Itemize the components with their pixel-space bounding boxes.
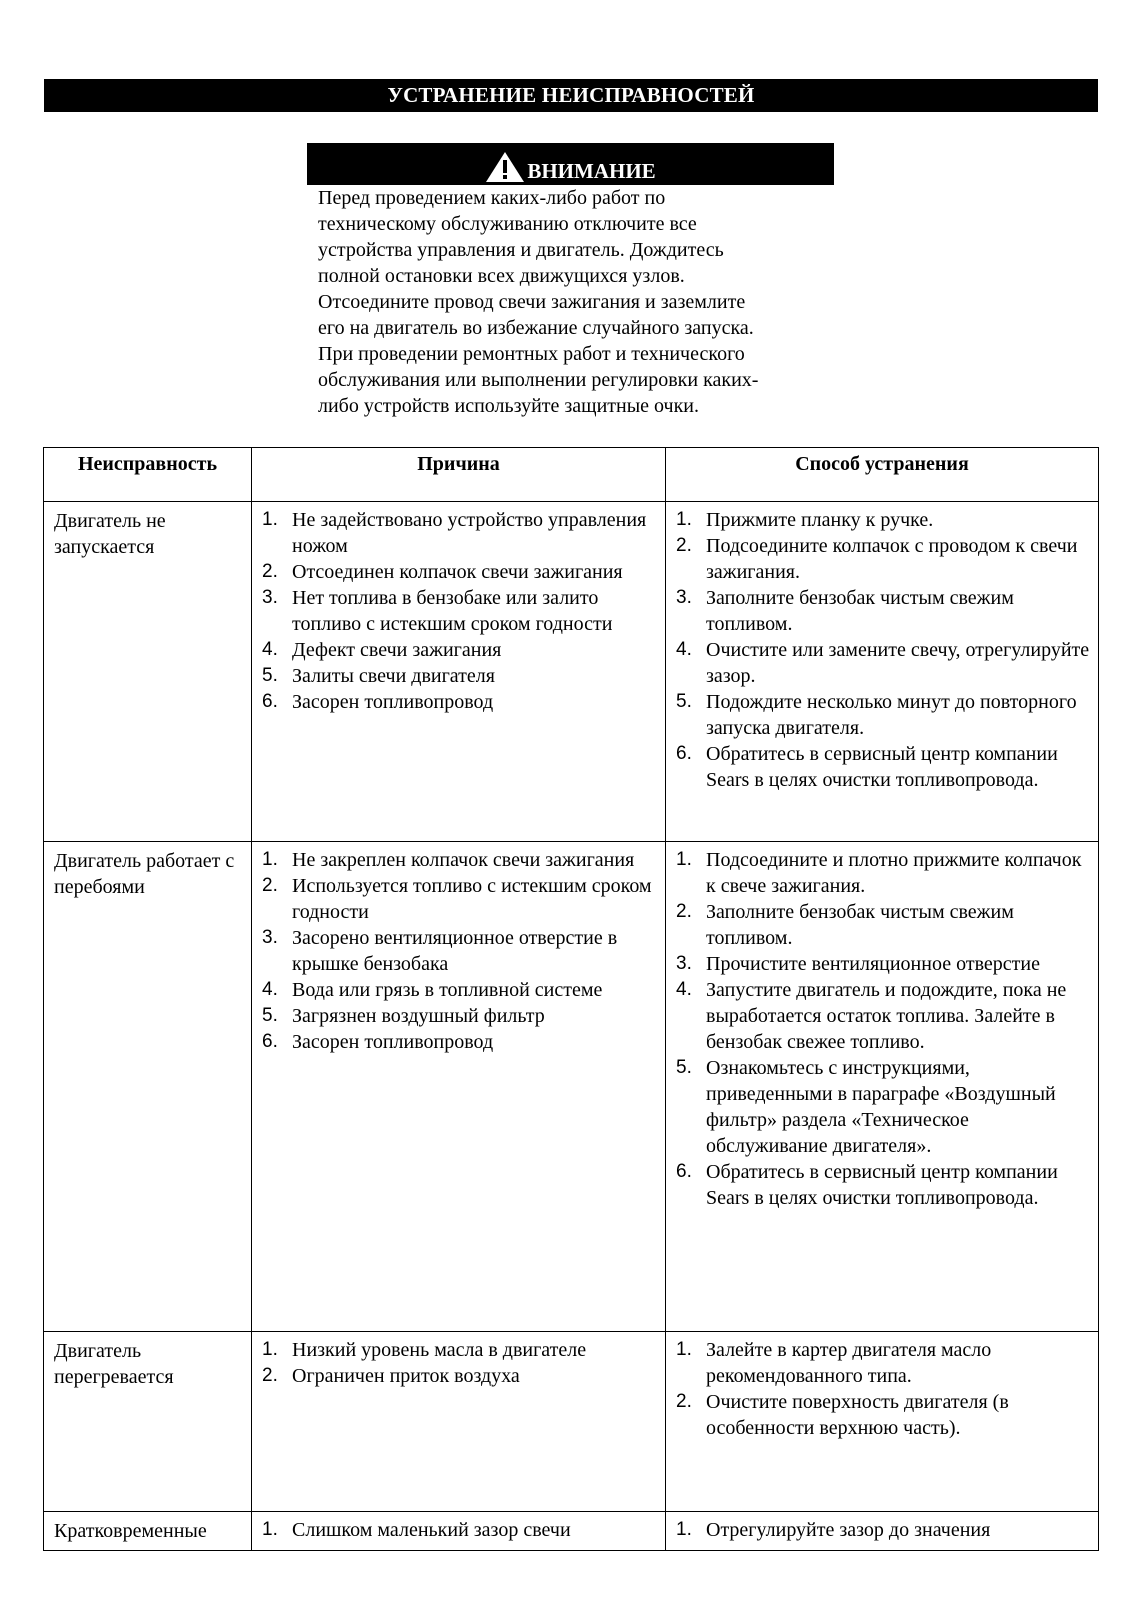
list-number: 3. [676,953,692,974]
cause-item [252,559,665,585]
cause-item [252,1517,665,1543]
warning-line: техническому обслуживанию отключите все [318,213,697,235]
cause-item [252,1337,665,1363]
remedy-text: Заполните бензобак чистым свежим топливом. [706,587,1014,635]
remedy-text: Прижмите планку к ручке. [706,509,934,531]
cause-text: Низкий уровень масла в двигателе [292,1339,587,1361]
cause-text: Не задействовано устройство управления ножом [292,509,647,557]
remedy-item [666,1517,1098,1543]
remedy-item [666,1055,1098,1159]
cause-list [252,1517,665,1543]
cause-item [252,1029,665,1055]
remedy-text: Ознакомьтесь с инструкциями, приведенными в параграфе «Воздушный фильтр» раздела «Техническое обслуживание двигателя». [706,1057,1056,1157]
remedy-text: Прочистите вентиляционное отверстие [706,953,1040,975]
table-header-row [44,448,1099,502]
list-number: 5. [676,1057,692,1078]
cause-list [252,1337,665,1389]
list-number: 3. [262,587,278,608]
remedy-item [666,1159,1098,1211]
list-number: 2. [676,901,692,922]
warning-line: полной остановки всех движущихся узлов. [318,265,685,287]
cause-text: Отсоединен колпачок свечи зажигания [292,561,623,583]
list-number: 1. [676,509,692,530]
cause-text: Используется топливо с истекшим сроком годности [292,875,652,923]
remedy-list [666,507,1098,793]
remedy-item [666,977,1098,1055]
list-number: 1. [676,849,692,870]
cause-item [252,637,665,663]
table-row [44,502,1099,842]
warning-line: обслуживания или выполнении регулировки каких- [318,369,759,391]
remedy-cell [666,842,1099,1332]
remedy-text: Очистите поверхность двигателя (в особенности верхнюю часть). [706,1391,1009,1439]
remedy-cell [666,1332,1099,1512]
header-fault: Неисправность [44,448,252,502]
list-number: 6. [676,1161,692,1182]
remedy-item [666,689,1098,741]
remedy-item [666,585,1098,637]
cause-item [252,847,665,873]
troubleshooting-table [43,447,1099,1551]
remedy-item [666,1389,1098,1441]
list-number: 6. [262,1031,278,1052]
remedy-text: Подождите несколько минут до повторного запуска двигателя. [706,691,1077,739]
header-remedy: Способ устранения [666,448,1099,502]
table-row [44,1512,1099,1551]
remedy-text: Очистите или замените свечу, отрегулируйте зазор. [706,639,1090,687]
remedy-text: Подсоедините и плотно прижмите колпачок к свече зажигания. [706,849,1082,897]
cause-item [252,689,665,715]
remedy-cell [666,1512,1099,1551]
remedy-text: Обратитесь в сервисный центр компании Sears в целях очистки топливопровода. [706,1161,1058,1209]
remedy-item [666,1337,1098,1389]
remedy-item [666,741,1098,793]
remedy-text: Запустите двигатель и подождите, пока не выработается остаток топлива. Залейте в бензобак свежее топливо. [706,979,1067,1053]
list-number: 4. [262,639,278,660]
cause-text: Засорен топливопровод [292,691,494,713]
remedy-item [666,507,1098,533]
list-number: 5. [676,691,692,712]
cause-text: Залиты свечи двигателя [292,665,495,687]
remedy-text: Обратитесь в сервисный центр компании Sears в целях очистки топливопровода. [706,743,1058,791]
table-row [44,1332,1099,1512]
list-number: 6. [676,743,692,764]
remedy-item [666,899,1098,951]
cause-item [252,1003,665,1029]
warning-line: Отсоедините провод свечи зажигания и заземлите [318,291,746,313]
cause-text: Ограничен приток воздуха [292,1365,520,1387]
cause-text: Дефект свечи зажигания [292,639,502,661]
list-number: 2. [262,561,278,582]
list-number: 1. [262,849,278,870]
cause-item [252,873,665,925]
cause-cell [252,1332,666,1512]
warning-line: либо устройств используйте защитные очки. [318,395,700,417]
cause-item [252,977,665,1003]
warning-triangle-icon [485,151,525,183]
list-number: 2. [262,1365,278,1386]
warning-text [318,185,848,419]
list-number: 1. [262,1519,278,1540]
list-number: 3. [262,927,278,948]
cause-text: Нет топлива в бензобаке или залито топливо с истекшим сроком годности [292,587,613,635]
list-number: 2. [676,1391,692,1412]
remedy-list [666,847,1098,1211]
cause-cell [252,842,666,1332]
warning-line: Перед проведением каких-либо работ по [318,187,666,209]
list-number: 2. [676,535,692,556]
warning-line: При проведении ремонтных работ и технического [318,343,745,365]
cause-text: Засорено вентиляционное отверстие в крышке бензобака [292,927,618,975]
remedy-text: Отрегулируйте зазор до значения [706,1519,991,1541]
cause-list [252,847,665,1055]
header-cause: Причина [252,448,666,502]
remedy-item [666,951,1098,977]
cause-text: Загрязнен воздушный фильтр [292,1005,545,1027]
list-number: 4. [676,979,692,1000]
warning-header [307,143,834,185]
remedy-item [666,637,1098,689]
warning-label: ВНИМАНИЕ [527,159,656,183]
cause-text: Вода или грязь в топливной системе [292,979,603,1001]
list-number: 3. [676,587,692,608]
remedy-item [666,533,1098,585]
list-number: 5. [262,1005,278,1026]
list-number: 4. [676,639,692,660]
list-number: 5. [262,665,278,686]
fault-cell: Двигатель работает с перебоями [44,842,252,1332]
cause-item [252,507,665,559]
cause-item [252,1363,665,1389]
remedy-cell [666,502,1099,842]
remedy-list [666,1517,1098,1543]
fault-cell: Кратковременные [44,1512,252,1551]
cause-item [252,663,665,689]
cause-text: Засорен топливопровод [292,1031,494,1053]
list-number: 1. [262,1339,278,1360]
table-row [44,842,1099,1332]
list-number: 2. [262,875,278,896]
list-number: 4. [262,979,278,1000]
cause-text: Не закреплен колпачок свечи зажигания [292,849,635,871]
cause-list [252,507,665,715]
warning-line: его на двигатель во избежание случайного запуска. [318,317,754,339]
list-number: 6. [262,691,278,712]
remedy-text: Заполните бензобак чистым свежим топливом. [706,901,1014,949]
page-title: УСТРАНЕНИЕ НЕИСПРАВНОСТЕЙ [44,79,1098,112]
cause-item [252,585,665,637]
warning-line: устройства управления и двигатель. Дождитесь [318,239,724,261]
remedy-list [666,1337,1098,1441]
list-number: 1. [676,1519,692,1540]
cause-item [252,925,665,977]
list-number: 1. [676,1339,692,1360]
fault-cell: Двигатель перегревается [44,1332,252,1512]
remedy-text: Залейте в картер двигателя масло рекомендованного типа. [706,1339,992,1387]
fault-cell: Двигатель не запускается [44,502,252,842]
cause-text: Слишком маленький зазор свечи [292,1519,571,1541]
cause-cell [252,502,666,842]
remedy-item [666,847,1098,899]
list-number: 1. [262,509,278,530]
remedy-text: Подсоедините колпачок с проводом к свечи зажигания. [706,535,1078,583]
cause-cell [252,1512,666,1551]
